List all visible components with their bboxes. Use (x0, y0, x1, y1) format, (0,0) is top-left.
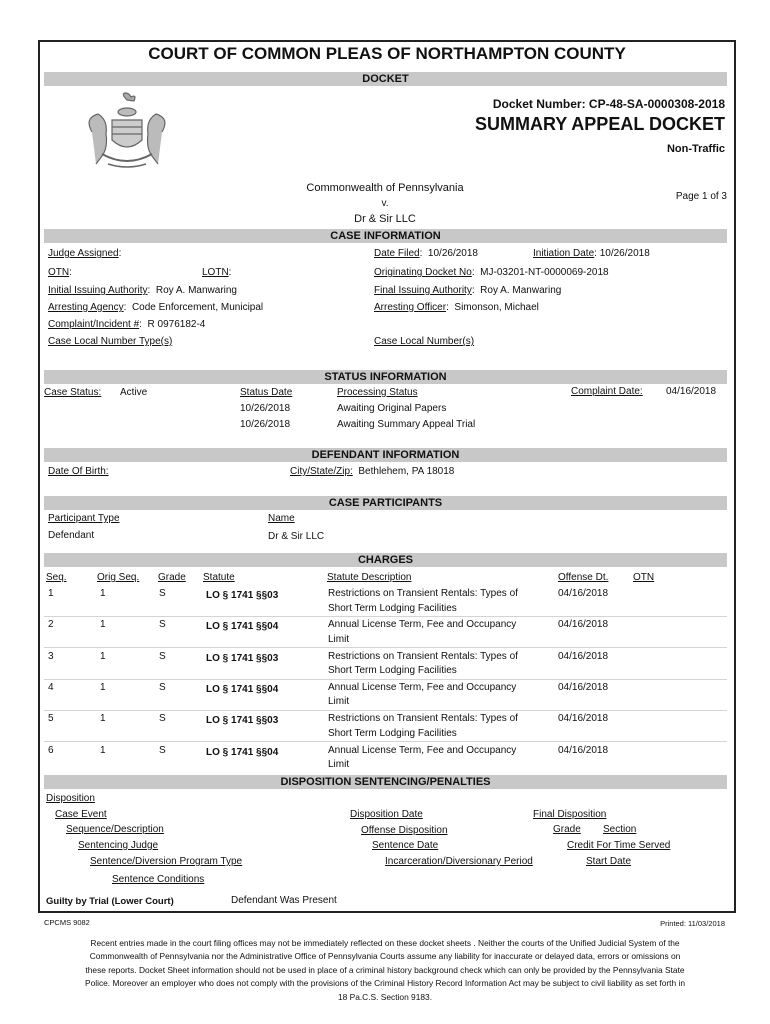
charge-grade: S (159, 588, 166, 599)
page-number: Page 1 of 3 (675, 191, 727, 202)
initial-issuing-authority: Initial Issuing Authority: Roy A. Manwaring (48, 285, 237, 296)
incarceration-period-label: Incarceration/Diversionary Period (385, 856, 533, 867)
sequence-description-label: Sequence/Description (66, 824, 164, 835)
charge-row-divider (44, 710, 727, 711)
date-filed: Date Filed: 10/26/2018 (374, 248, 478, 259)
status-row-date: 10/26/2018 (240, 403, 291, 414)
charge-offense-date: 04/16/2018 (558, 650, 609, 662)
charge-grade: S (159, 744, 166, 756)
charge-statute: LO § 1741 §§03 (206, 652, 279, 664)
participant-type: Defendant (48, 530, 95, 541)
charge-offense-date: 04/16/2018 (558, 713, 609, 725)
charge-description: Restrictions on Transient Rentals: Types of Short Term Lodging Facilities (328, 588, 518, 614)
sentencing-judge-label: Sentencing Judge (78, 840, 159, 851)
pennsylvania-seal-icon (72, 92, 182, 177)
charge-seq: 6 (48, 744, 54, 756)
charge-orig-seq: 1 (100, 588, 106, 599)
col-orig-seq: Orig Seq. (97, 572, 140, 583)
charge-row-divider (44, 647, 727, 648)
docket-type: SUMMARY APPEAL DOCKET (474, 114, 725, 134)
docket-number: Docket Number: CP-48-SA-0000308-2018 (492, 97, 725, 111)
charge-grade: S (159, 650, 166, 662)
charges-heading: CHARGES (44, 553, 727, 567)
judge-assigned: Judge Assigned: (48, 248, 122, 259)
status-row-status: Awaiting Summary Appeal Trial (337, 419, 476, 430)
charge-grade: S (159, 713, 166, 725)
guilty-by-trial: Guilty by Trial (Lower Court) (46, 896, 174, 907)
charge-statute: LO § 1741 §§04 (206, 621, 279, 633)
case-event-label: Case Event (55, 809, 107, 820)
court-title: COURT OF COMMON PLEAS OF NORTHAMPTON COUNTY (148, 44, 626, 63)
caption-versus: v. (381, 198, 389, 209)
originating-docket: Originating Docket No: MJ-03201-NT-0000069-2018 (374, 267, 609, 278)
processing-status-label: Processing Status (337, 387, 418, 398)
printed-date: Printed: 11/03/2018 (660, 919, 725, 928)
sentence-date-label: Sentence Date (372, 840, 439, 851)
charge-offense-date: 04/16/2018 (558, 619, 609, 631)
section-label: Section (603, 824, 637, 835)
participant-name: Dr & Sir LLC (268, 531, 325, 542)
charge-orig-seq: 1 (100, 650, 106, 662)
docket-subtype: Non-Traffic (666, 143, 725, 155)
col-seq: Seq. (46, 572, 67, 583)
status-information-heading: STATUS INFORMATION (44, 370, 727, 384)
charge-orig-seq: 1 (100, 681, 106, 693)
initiation-date: Initiation Date: 10/26/2018 (533, 248, 650, 259)
participant-type-label: Participant Type (48, 513, 120, 524)
disposition-label: Disposition (46, 793, 95, 804)
charge-offense-date: 04/16/2018 (558, 588, 609, 599)
status-date-label: Status Date (240, 387, 293, 398)
charge-statute: LO § 1741 §§04 (206, 683, 279, 695)
col-grade: Grade (158, 572, 186, 583)
final-issuing-authority: Final Issuing Authority: Roy A. Manwaring (374, 285, 562, 296)
credit-time-served-label: Credit For Time Served (567, 840, 671, 851)
charge-row-divider (44, 679, 727, 680)
start-date-label: Start Date (586, 856, 632, 867)
date-of-birth-label: Date Of Birth: (48, 466, 109, 477)
sentence-conditions-label: Sentence Conditions (112, 874, 205, 885)
case-participants-heading: CASE PARTICIPANTS (44, 496, 727, 510)
charge-statute: LO § 1741 §§03 (206, 590, 279, 601)
lotn: LOTN: (202, 267, 232, 278)
charge-row-divider (44, 741, 727, 742)
arresting-officer: Arresting Officer: Simonson, Michael (374, 302, 539, 313)
disposition-heading: DISPOSITION SENTENCING/PENALTIES (44, 775, 727, 789)
charge-offense-date: 04/16/2018 (558, 744, 609, 756)
participant-name-label: Name (268, 513, 295, 524)
col-statute: Statute (203, 572, 235, 583)
caption-plaintiff: Commonwealth of Pennsylvania (306, 182, 464, 194)
sentence-program-label: Sentence/Diversion Program Type (90, 856, 243, 867)
complaint-date-value: 04/16/2018 (666, 386, 717, 397)
complaint-incident: Complaint/Incident #: R 0976182-4 (48, 319, 206, 330)
charge-seq: 2 (48, 619, 54, 631)
case-status-label: Case Status: (44, 387, 102, 398)
col-statute-description: Statute Description (327, 572, 412, 583)
charge-statute: LO § 1741 §§04 (206, 746, 279, 758)
charge-statute: LO § 1741 §§03 (206, 715, 279, 727)
offense-disposition-label: Offense Disposition (361, 825, 448, 836)
status-row-date: 10/26/2018 (240, 419, 291, 430)
charge-orig-seq: 1 (100, 619, 106, 631)
col-offense-date: Offense Dt. (558, 572, 609, 583)
charge-row-divider (44, 616, 727, 617)
charge-grade: S (159, 619, 166, 631)
form-number: CPCMS 9082 (44, 918, 90, 927)
charge-grade: S (159, 681, 166, 693)
charge-offense-date: 04/16/2018 (558, 681, 609, 693)
charge-description: Restrictions on Transient Rentals: Types of Short Term Lodging Facilities (328, 713, 518, 739)
charge-description: Annual License Term, Fee and Occupancy Limit (328, 681, 517, 708)
grade-label: Grade (553, 824, 581, 835)
case-local-number-type: Case Local Number Type(s) (48, 336, 173, 347)
disclaimer-notice: Recent entries made in the court filing offices may not be immediately reflected on these docket sheets . Neither the courts of the Unified Judicial System of the Commonwealth of Pennsylvania nor the Administrative Office of Pennsylvania Courts assume any liability for inaccurate or delayed data, errors or omissions on these reports. Docket Sheet information should not be used in place of a criminal history background check which can only be provided by the Pennsylvania State Police. Moreover an employer who does not comply with the provisions of the Criminal History Record Information Act may be subject to civil liability as set forth in 18 Pa.C.S. Section 9183. (85, 938, 685, 1002)
caption-defendant: Dr & Sir LLC (354, 213, 416, 225)
charge-description: Annual License Term, Fee and Occupancy Limit (328, 619, 517, 645)
defendant-present: Defendant Was Present (231, 895, 337, 906)
charge-orig-seq: 1 (100, 713, 106, 725)
city-state-zip: City/State/Zip: Bethlehem, PA 18018 (290, 466, 455, 477)
charge-orig-seq: 1 (100, 744, 106, 756)
disposition-date-label: Disposition Date (350, 809, 423, 820)
arresting-agency: Arresting Agency: Code Enforcement, Municipal (48, 302, 264, 313)
complaint-date-label: Complaint Date: (571, 386, 643, 397)
defendant-information-heading: DEFENDANT INFORMATION (44, 448, 727, 462)
col-otn: OTN (633, 572, 655, 583)
charge-description: Restrictions on Transient Rentals: Types of Short Term Lodging Facilities (328, 650, 518, 677)
docket-bar: DOCKET (44, 72, 727, 86)
otn: OTN: (48, 267, 72, 278)
case-local-number: Case Local Number(s) (374, 336, 475, 347)
charge-seq: 4 (48, 681, 54, 693)
status-row-status: Awaiting Original Papers (337, 403, 447, 414)
final-disposition-label: Final Disposition (533, 809, 607, 820)
case-information-heading: CASE INFORMATION (44, 229, 727, 243)
charge-seq: 3 (48, 650, 54, 662)
charge-seq: 5 (48, 713, 54, 725)
charge-seq: 1 (48, 588, 54, 599)
case-status-value: Active (120, 387, 148, 398)
charge-description: Annual License Term, Fee and Occupancy Limit (328, 744, 517, 770)
